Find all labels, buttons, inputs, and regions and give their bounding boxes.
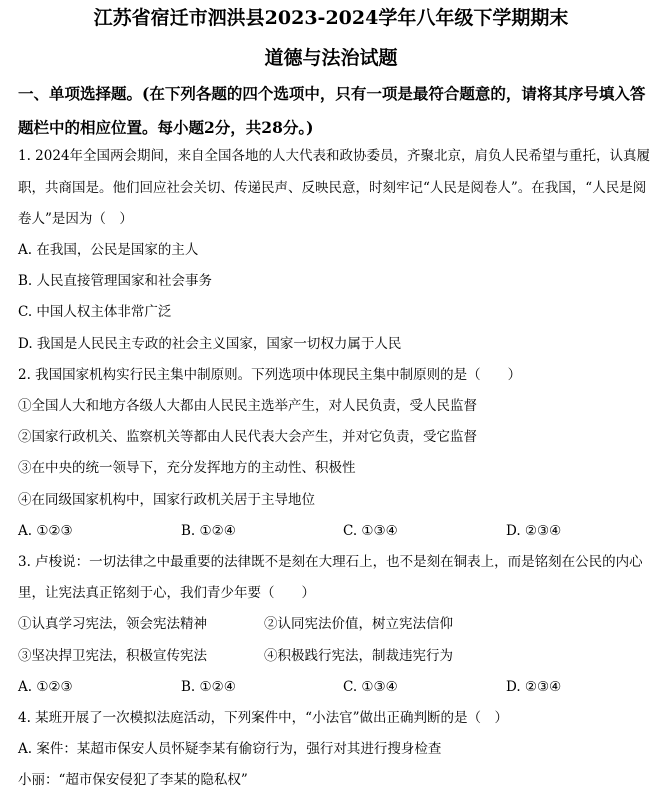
- question-2-statement-2: ②国家行政机关、监察机关等都由人民代表大会产生，并对它负责，受它监督: [18, 429, 477, 445]
- question-3-choice-a: A. ①②③: [18, 679, 73, 695]
- question-3-choice-c: C. ①③④: [343, 679, 398, 695]
- question-1-option-b: B. 人民直接管理国家和社会事务: [18, 273, 213, 289]
- question-1-option-a: A. 在我国，公民是国家的主人: [18, 242, 199, 258]
- question-4-text: 4. 某班开展了一次模拟法庭活动，下列案件中，“小法官”做出正确判断的是（ ）: [18, 710, 508, 726]
- section-instructions: 一、单项选择题。(在下列各题的四个选项中，只有一项是最符合题意的，请将其序号填入答: [18, 84, 646, 103]
- question-1-text: 1. 2024年全国两会期间，来自全国各地的人大代表和政协委员，齐聚北京，肩负人民希望与重托，认真履: [18, 148, 651, 164]
- question-3-statement-3: ③坚决捍卫宪法，积极宣传宪法: [18, 648, 207, 664]
- question-2-choice-c: C. ①③④: [343, 523, 398, 539]
- question-3-statement-1: ①认真学习宪法，领会宪法精神: [18, 616, 207, 632]
- question-3-statement-4: ④积极践行宪法，制裁违宪行为: [264, 648, 453, 664]
- section-instructions-cont: 题栏中的相应位置。每小题2分，共28分。): [18, 118, 314, 137]
- question-3-choice-d: D. ②③④: [506, 679, 562, 695]
- question-1-text: 职，共商国是。他们回应社会关切、传递民声、反映民意，时刻牢记“人民是阅卷人”。在我国，“人民是阅: [18, 180, 647, 196]
- question-1-text: 卷人”是因为（ ）: [18, 211, 133, 227]
- question-2-text: 2. 我国国家机构实行民主集中制原则。下列选项中体现民主集中制原则的是（ ）: [18, 367, 522, 383]
- question-2-statement-3: ③在中央的统一领导下，充分发挥地方的主动性、积极性: [18, 460, 356, 476]
- question-1-option-c: C. 中国人权主体非常广泛: [18, 304, 172, 320]
- question-2-choice-b: B. ①②④: [181, 523, 236, 539]
- question-4-judgment: 小丽：“超市保安侵犯了李某的隐私权”: [18, 772, 248, 788]
- question-3-text: 3. 卢梭说：一切法律之中最重要的法律既不是刻在大理石上，也不是刻在铜表上，而是铭刻在公民的内心: [18, 554, 643, 570]
- question-3-text: 里，让宪法真正铭刻于心，我们青少年要（ ）: [18, 585, 315, 601]
- question-2-statement-4: ④在同级国家机构中，国家行政机关居于主导地位: [18, 492, 315, 508]
- question-3-statement-2: ②认同宪法价值，树立宪法信仰: [264, 616, 453, 632]
- question-2-statement-1: ①全国人大和地方各级人大都由人民民主选举产生，对人民负责，受人民监督: [18, 398, 477, 414]
- question-2-choice-a: A. ①②③: [18, 523, 73, 539]
- question-1-option-d: D. 我国是人民民主专政的社会主义国家，国家一切权力属于人民: [18, 336, 402, 352]
- exam-title: 江苏省宿迁市泗洪县2023-2024学年八年级下学期期末: [93, 7, 569, 29]
- question-3-choice-b: B. ①②④: [181, 679, 236, 695]
- exam-subtitle: 道德与法治试题: [264, 47, 398, 69]
- question-4-option-a: A. 案件：某超市保安人员怀疑李某有偷窃行为，强行对其进行搜身检查: [18, 741, 442, 757]
- question-2-choice-d: D. ②③④: [506, 523, 562, 539]
